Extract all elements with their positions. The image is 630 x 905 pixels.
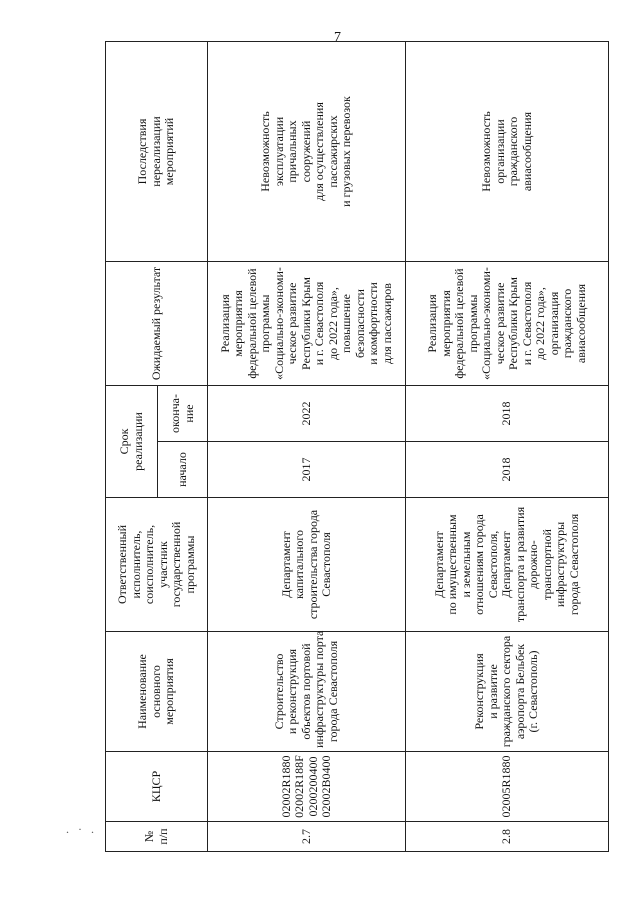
col-header-result [106, 262, 208, 386]
text-line: 02002B0400 [319, 755, 333, 818]
text-line: Департамент [499, 531, 514, 598]
cell-name [406, 632, 609, 752]
cell-result [208, 262, 406, 386]
text-line: дорожно- [526, 540, 541, 589]
text-line: причальных [285, 120, 300, 183]
text-line: 2018 [499, 457, 514, 482]
text-line: федеральной целевой [244, 268, 259, 379]
text-line: авиасообщения [519, 111, 534, 192]
cell-consequences [406, 42, 609, 262]
text-line: транспорта и развития [512, 506, 527, 623]
text-line: инфраструктуры порта [312, 630, 327, 748]
text-line: КЦСР [148, 770, 163, 803]
text-line: программы [182, 535, 197, 594]
text-line: города Севастополя [325, 640, 340, 743]
text-line: государственной [169, 521, 183, 608]
text-line: отношениям города [472, 514, 487, 615]
text-line: мероприятия [438, 290, 453, 357]
text-line: Наименование [135, 654, 150, 729]
text-line: Невозможность [258, 111, 273, 192]
text-line: для пассажиров [379, 283, 394, 364]
text-line: сооружений [298, 120, 313, 183]
page-number: 7 [334, 30, 341, 45]
text-line: и г. Севастополя [312, 281, 327, 366]
text-line: и г. Севастополя [519, 281, 534, 366]
col-header-kcsr [106, 752, 208, 822]
cell-start [406, 442, 609, 498]
text-line: Реализация [217, 294, 232, 353]
text-line: программы [258, 294, 273, 353]
text-line: Реконструкция [472, 653, 487, 730]
text-line: организация [546, 291, 561, 356]
header-row-1 [106, 42, 158, 852]
col-header-num [106, 822, 208, 852]
text-line: капитального [292, 530, 306, 599]
table-row [208, 42, 406, 852]
text-line: п/п [155, 828, 170, 845]
text-line: Департамент [278, 531, 293, 598]
text-line: ческое развитие [285, 282, 300, 365]
text-line: Севастополя, [485, 530, 500, 599]
measures-table [105, 41, 609, 852]
text-line: Последствия [135, 118, 150, 185]
text-line: 2.8 [499, 829, 514, 844]
text-line: Срок [117, 428, 131, 455]
rotated-table-wrapper [105, 42, 608, 852]
text-line: транспортной [539, 529, 554, 600]
text-line: Реализация [425, 294, 439, 353]
cell-end [406, 386, 609, 442]
text-line: и земельным [458, 531, 473, 598]
text-line: мероприятия [231, 290, 246, 357]
text-line: мероприятия [162, 658, 177, 725]
text-line: 2.7 [298, 829, 313, 844]
text-line: аэропорта Бельбек [512, 643, 527, 740]
cell-result [406, 262, 609, 386]
text-line: реализации [130, 412, 145, 471]
text-line: Ожидаемый результат [148, 266, 163, 381]
text-line: ние [181, 404, 196, 423]
text-line: инфраструктуры [553, 521, 568, 608]
col-header-consequences [106, 42, 208, 262]
text-line: Строительство [271, 653, 286, 730]
text-line: мероприятий [162, 117, 177, 186]
text-line: основного [148, 665, 163, 718]
cell-num [208, 822, 406, 852]
cell-end [208, 386, 406, 442]
cell-kcsr [208, 752, 406, 822]
text-line: Ответственный [115, 524, 129, 605]
cell-name [208, 632, 406, 752]
text-line: для осуществления [312, 102, 327, 201]
col-header-start [158, 442, 208, 498]
cell-responsible [406, 498, 609, 632]
text-line: по имущественным [445, 514, 460, 615]
text-line: 2022 [298, 401, 313, 426]
cell-num [406, 822, 609, 852]
text-line: «Социально-экономи- [271, 267, 286, 380]
text-line: авиасообщения [573, 283, 588, 364]
text-line: организации [492, 119, 507, 184]
col-header-name [106, 632, 208, 752]
text-line: до 2022 года», [325, 287, 340, 360]
cell-responsible [208, 498, 406, 632]
text-line: участник [155, 541, 170, 588]
text-line: нереализации [148, 116, 163, 187]
text-line: Невозможность [479, 111, 493, 192]
scan-speckles: . · . [66, 822, 97, 836]
col-header-term [106, 386, 158, 498]
text-line: федеральной целевой [452, 268, 466, 379]
text-line: и развитие [485, 664, 500, 719]
text-line: строительства города [305, 509, 320, 620]
text-line: и грузовых перевозок [339, 96, 354, 207]
text-line: Республики Крым [506, 277, 520, 370]
text-line: 02002R1880 [278, 755, 293, 818]
text-line: города Севастополя [566, 513, 581, 616]
text-line: 2018 [499, 401, 514, 426]
table-row [406, 42, 609, 852]
cell-start [208, 442, 406, 498]
text-line: и комфортности [366, 282, 381, 365]
text-line: гражданского сектора [499, 635, 514, 748]
text-line: 02005R1880 [499, 755, 514, 818]
text-line: 0200200400 [305, 756, 320, 817]
text-line: пассажирских [325, 115, 340, 188]
text-line: (г. Севастополь) [526, 650, 541, 733]
text-line: гражданского [560, 288, 574, 359]
text-line: Севастополя [319, 532, 333, 597]
text-line: соисполнитель, [142, 524, 156, 605]
text-line: эксплуатации [271, 116, 286, 187]
text-line: программы [465, 294, 480, 353]
text-line: ческое развитие [492, 282, 507, 365]
text-line: повышение [339, 294, 354, 353]
cell-consequences [208, 42, 406, 262]
text-line: «Социально-экономи- [479, 267, 493, 380]
text-line: Департамент [431, 531, 446, 598]
text-line: 2017 [298, 457, 313, 482]
col-header-responsible [106, 498, 208, 632]
cell-kcsr [406, 752, 609, 822]
text-line: № [142, 830, 156, 843]
text-line: Республики Крым [298, 277, 313, 370]
text-line: исполнитель, [128, 530, 143, 599]
text-line: гражданского [506, 116, 520, 187]
col-header-end [158, 386, 208, 442]
text-line: до 2022 года», [533, 287, 547, 360]
text-line: оконча- [168, 394, 182, 433]
text-line: 02002R188F [292, 755, 306, 818]
text-line: объектов портовой [298, 643, 313, 740]
text-line: и реконструкция [285, 648, 300, 735]
text-line: начало [174, 452, 189, 487]
text-line: безопасности [352, 289, 367, 358]
